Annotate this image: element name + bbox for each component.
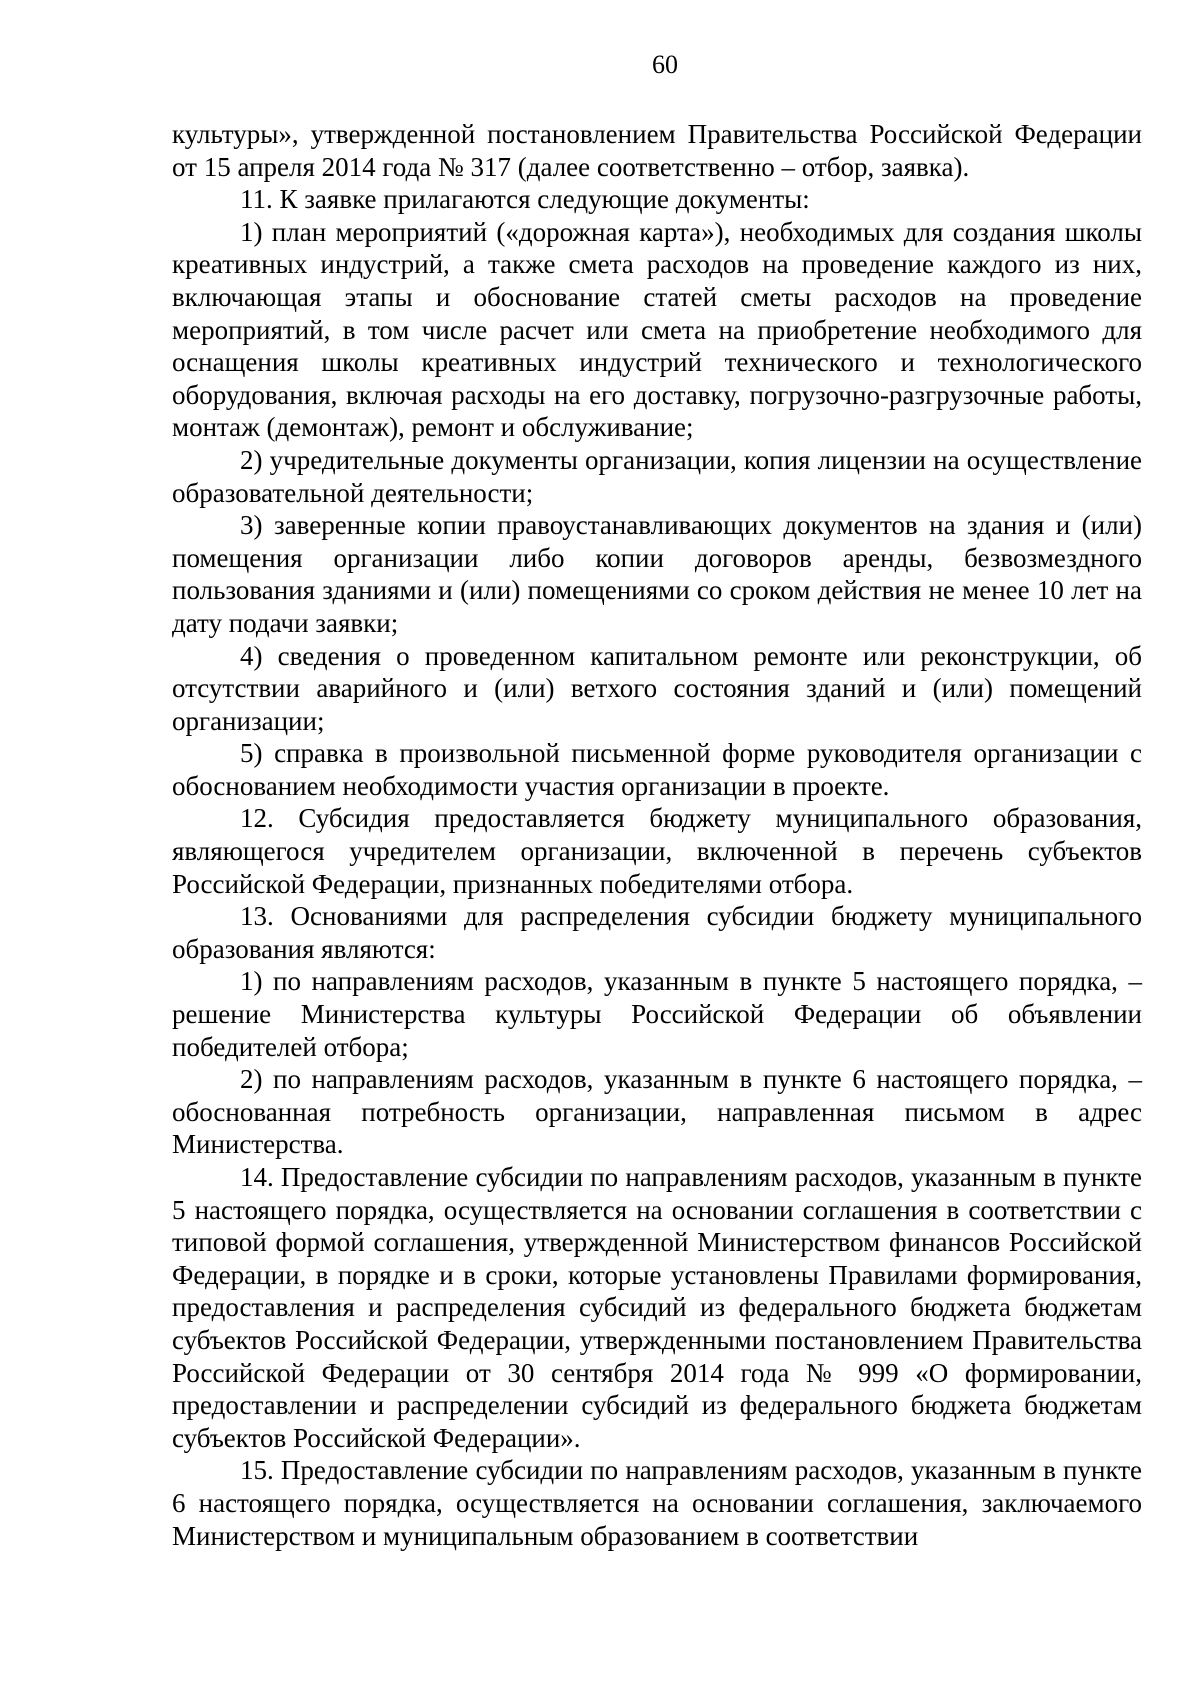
- paragraph-subitem-5: 5) справка в произвольной письменной форме руководителя организации с обоснованием необходимости участия организации в проекте.: [172, 738, 1142, 801]
- paragraph-subitem-1: 1) план мероприятий («дорожная карта»), необходимых для создания школы креативных индустрий, а также смета расходов на проведение каждого из них, включающая этапы и обоснование статей сметы расходов на проведение мероприятий, в том числе расчет или смета на приобретение необходимого для оснащения школы креативных индустрий технического и технологического оборудования, включая расходы на его доставку, погрузочно-разгрузочные работы, монтаж (демонтаж), ремонт и обслуживание;: [172, 216, 1142, 443]
- paragraph-item-15: 15. Предоставление субсидии по направлениям расходов, указанным в пункте 6 настоящего порядка, осуществляется на основании соглашения, заключаемого Министерством и муниципальным образованием в соответствии: [172, 1455, 1142, 1551]
- paragraph-subitem-4: 4) сведения о проведенном капитальном ремонте или реконструкции, об отсутствии аварийного и (или) ветхого состояния зданий и (или) помещений организации;: [172, 640, 1142, 736]
- document-body: [172, 118, 1142, 1552]
- paragraph-item-13: 13. Основаниями для распределения субсидии бюджету муниципального образования являются:: [172, 901, 1142, 964]
- paragraph-item-12: 12. Субсидия предоставляется бюджету муниципального образования, являющегося учредителем организации, включенной в перечень субъектов Российской Федерации, признанных победителями отбора.: [172, 803, 1142, 899]
- paragraph-continuation: культуры», утвержденной постановлением Правительства Российской Федерации от 15 апреля 2014 года № 317 (далее соответственно – отбор, заявка).: [172, 119, 1142, 182]
- paragraph-subitem-3: 3) заверенные копии правоустанавливающих документов на здания и (или) помещения организации либо копии договоров аренды, безвозмездного пользования зданиями и (или) помещениями со сроком действия не менее 10 лет на дату подачи заявки;: [172, 510, 1142, 638]
- paragraph-item-14: 14. Предоставление субсидии по направлениям расходов, указанным в пункте 5 настоящего порядка, осуществляется на основании соглашения в соответствии с типовой формой соглашения, утвержденной Министерством финансов Российской Федерации, в порядке и в сроки, которые установлены Правилами формирования, предоставления и распределения субсидий из федерального бюджета бюджетам субъектов Российской Федерации, утвержденными постановлением Правительства Российской Федерации от 30 сентября 2014 года № 999 «О формировании, предоставлении и распределении субсидий из федерального бюджета бюджетам субъектов Российской Федерации».: [172, 1162, 1142, 1453]
- page-number: 60: [652, 50, 678, 79]
- paragraph-item-11: 11. К заявке прилагаются следующие документы:: [240, 184, 810, 215]
- paragraph-subitem-2: 2) учредительные документы организации, копия лицензии на осуществление образовательной деятельности;: [172, 444, 1142, 508]
- paragraph-item-13-subitem-1: 1) по направлениям расходов, указанным в пункте 5 настоящего порядка, – решение Министерства культуры Российской Федерации об объявлении победителей отбора;: [172, 966, 1142, 1062]
- paragraph-item-13-subitem-2: 2) по направлениям расходов, указанным в пункте 6 настоящего порядка, – обоснованная потребность организации, направленная письмом в адрес Министерства.: [172, 1064, 1142, 1160]
